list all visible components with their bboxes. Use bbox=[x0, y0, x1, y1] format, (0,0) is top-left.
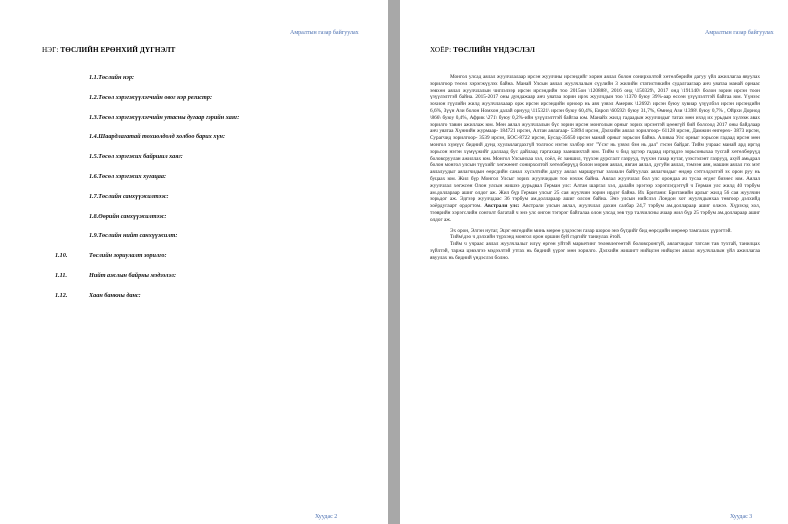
section-title-two bbox=[430, 46, 535, 54]
page-header: Амралтын газар байгуулах bbox=[290, 30, 359, 36]
field-item: 1.7.Төслийн санхүүжилтээс: bbox=[89, 192, 169, 200]
section-prefix: ХОЁР: bbox=[430, 46, 452, 54]
bold-phrase: Австрали улс: bbox=[484, 203, 520, 210]
body-text bbox=[430, 74, 760, 262]
page-footer: Хуудас 2 bbox=[315, 514, 338, 520]
field-item: 1.2.Төсөл хэрэгжүүлэгчийн овог нэр регистр: bbox=[89, 93, 213, 101]
field-item: 1.10. Төслийн зориулалт зорилго: bbox=[55, 252, 167, 260]
field-item: 1.8.Өөрийн санхүүжилтээс: bbox=[89, 212, 167, 220]
page-gap bbox=[388, 0, 400, 524]
field-item: 1.11. Нийт ажлын байрны мэдээлэл: bbox=[55, 271, 177, 279]
paragraph: Эх орон, Элгэн нутаг, Эцэг өвгөдийн минь мөрөө үлдээсэн газар шороо энэ бүгдийг бид өөрсдийн мөрөөр тамгалах үүрэгтэй. bbox=[450, 227, 732, 234]
field-item: 1.12. Хаан банкны данс: bbox=[55, 291, 141, 299]
page-right bbox=[400, 0, 788, 524]
field-item: 1.4.Шаардлагатай тохиолдолд холбоо барих хүн: bbox=[89, 133, 226, 141]
page-left bbox=[0, 0, 388, 524]
section-heading: ТӨСЛИЙН ҮНДЭСЛЭЛ bbox=[453, 46, 535, 54]
field-list bbox=[55, 74, 355, 312]
page-header: Амралтын газар байгуулах bbox=[705, 30, 774, 36]
field-item: 1.3.Төсөл хэрэгжүүлэгчийн утасны дугаар гэрийн хаяг: bbox=[89, 113, 240, 121]
section-title-one bbox=[42, 46, 175, 54]
field-item: 1.1.Төслийн нэр: bbox=[89, 74, 135, 81]
page-footer: Хуудас 3 bbox=[730, 514, 753, 520]
paragraph: Тийм\дэо ч дэлхийн түрхэнд монгол орон оршин буй гэдгийг таниулах ётой. bbox=[450, 234, 622, 241]
section-heading: ТӨСЛИЙН ЕРӨНХИЙ ДҮГНЭЛТ bbox=[60, 46, 176, 54]
field-item: 1.5.Төсөл хэрэгжих байршил хаяг: bbox=[89, 153, 183, 161]
field-item: 1.9.Төслийн нийт санхүүжилт: bbox=[89, 232, 178, 240]
paragraph: Монгол улсад аялал жуулчлалаар ирсэн жуулчны ирсэндийг хорин аялал болон сонирхолтой хөтөлбөрийн дагуу үйл ажиллагаа явуулах зорилгоор төсөл хэрэгжүүлэх байна. Манай Улсын аялал жуулчлалын сүүлийн 3 жилийн статистикийн судалгаагаар анч уяатаа манай орнаас зөвхөн аялал жуулчлалын чиглэлээр ирсэн ирсэндийн тоо 2015он \120888\, 2016 онд \150329\, 2017 онд \191140\ болон зорин ирсэн тоон үзүүлэлттэй байна. 2015-2017 оны дундажаар анч уяатаа зорин ирэх жуулчдын тоо \1370 буюу 39%-аар өссөн үзүүлэлттэй байгаа юм. Үүнээс зохион гүүлийн жилд жуулчлахааар орж ирсэн ирсэндийн орноор нь авч үзвэл Америк \12692\ ирсэн буюу хувиар үзүүлбэл ирсэн ирсэндийн 6,6%, Зүүн Ази болон Номхон далай орнууд \115321\ ирсэн буюу 60,4%, Европ \60592\ буюу 31,7%, Өмнөд Ази \1398\ буюу 0,7% , Ойрхи Дорнод \866\ буюу 0,4%, Африк \271\ буюу 0,2%-ийн үзүүлэлттэй байгаа юм. Манайх жилд гадаадын жуулчидыг татах мөн ихэд их урьдын хүлээж авах зорилго тавин ажиллаж юм. Мөн аялал жуулчлалын бүс зорин ирсэн монголын орныг зорих ирсэнтэй цөөнгүй бий болсоод 2017 оны байдлаар анч уяатаа Хүннийн журмаар- 184721 ирсэн, Алтан аялагаар- 53894 ирсэн, Дэлхийн аялал зорилгоор- 61128 ирсэн, Дамжин өнгөрөх- 3873 ирсэн, Сурагчид зорилгоор- 3539 ирсэн, БОС-8722 ирсэн, Бусад-35650 ирсэн манай орныг зорьсон байна. Аливаа Улс орныг зорьсон гадаад ирсэн мөн монгол хүмүүс бидний дунд хуульчлагдахгүй толгоос нэгэн хэлбэр нэг "Үсэг нь үзвэл бэн нь дал" гэсэн байдаг. Тийм учраас манай ард иргэд зорьсон нэгэн хүмүүжийг даллаад бус дайлаад гаргахаар зааншихтай юм. Тийм ч бид эдгээр гадаад иргэддээ зорьсоныхаа тусгай хөтөлбөрүүд боловсруулан ажиллах юм. Монгол Улсынхаа хэл, соёл, ёс заншил, түүхэн дурсгалт газрууд, түүхэн газар нутаг, үзэсгэлэнт газрууд, ахуй амьдрал болон монгол улсын түүхийг хөгжөөнт сонирхолтой хөтөлбөрүүд болон морин аялал, явган аялал, дугуйн аялал, тэмээн аян, машин аялал гэх мэт аялалуудыг аялагчидын өөрсдийн санал хүсэлтийн дагуу аялал маршрутыг захиалн байгуулах аялагчидыг өндөр сэтгэлдэлтэй эх орон руу нь буцаах юм. Жил бүр Монгол Улсыг зорих жуулчидын тоо нэхэж байна. Аялал жуулчлал бол улс орондаа ач тусаа өгдөг бизнес юм. Аялал жуулчлал хөгжсөн Олон улсын жишээ дурьдвал Герман улс: Алтан шаргал хэл, далайн эрэгээр хэрэглэгдэггүй ч Герман улс жилд 40 тэрбум ам.доллараар ашиг олдог аж. Жил бүр Герман улсыг 25 сая жуулчин зорин ирдэг байна. Их Британи: Британийн арлыг жилд 56 сая жуулчин зорьдог аж. Эдгээр жуулчдаас 36 тэрбум ам.доллараар ашиг олсон байна. Энэ улсын нийслэл Лондон хот жуулчдынхаа төвгоор дэлхийд хоёрдугаарт ордогтом. Австрали улс: Австрали улсын аялал, жуулчлал дахин салбар 24,7 тэрбум ам.доллараар ашиг олжээ. Хүрэхэд хол, тээврийн хэрэгслийн сонголт багатай ч энэ улс онгон тэгэрэг байгалаа олон улсад зөв тур талчилсны ачаар жил бүр 25 тэрбум ам.доллараар ашиг олдог аж. bbox=[430, 74, 761, 223]
section-prefix: НЭГ: bbox=[42, 46, 59, 54]
field-item: 1.6.Төсөл хэрэгжих хугацаа: bbox=[89, 172, 167, 180]
paragraph: Тийм ч учраас аялал жуулчлалыг илүү өргөн уйтэй маркетинг төлөвлөгөөтэй боловсронгүй, аялагчидыг татсан тав тухтай, танилцах зүйлтэй, таржа цэвэлгээ мэдээлтэй утгах нь бидний үүрэг мөн зорилго. Дэлхийн жишигт нийцсэн нийцсэн аялал жуулчлалын үйл ажиллагаа явуулах нь бидний үндэслэл болно. bbox=[430, 241, 760, 261]
